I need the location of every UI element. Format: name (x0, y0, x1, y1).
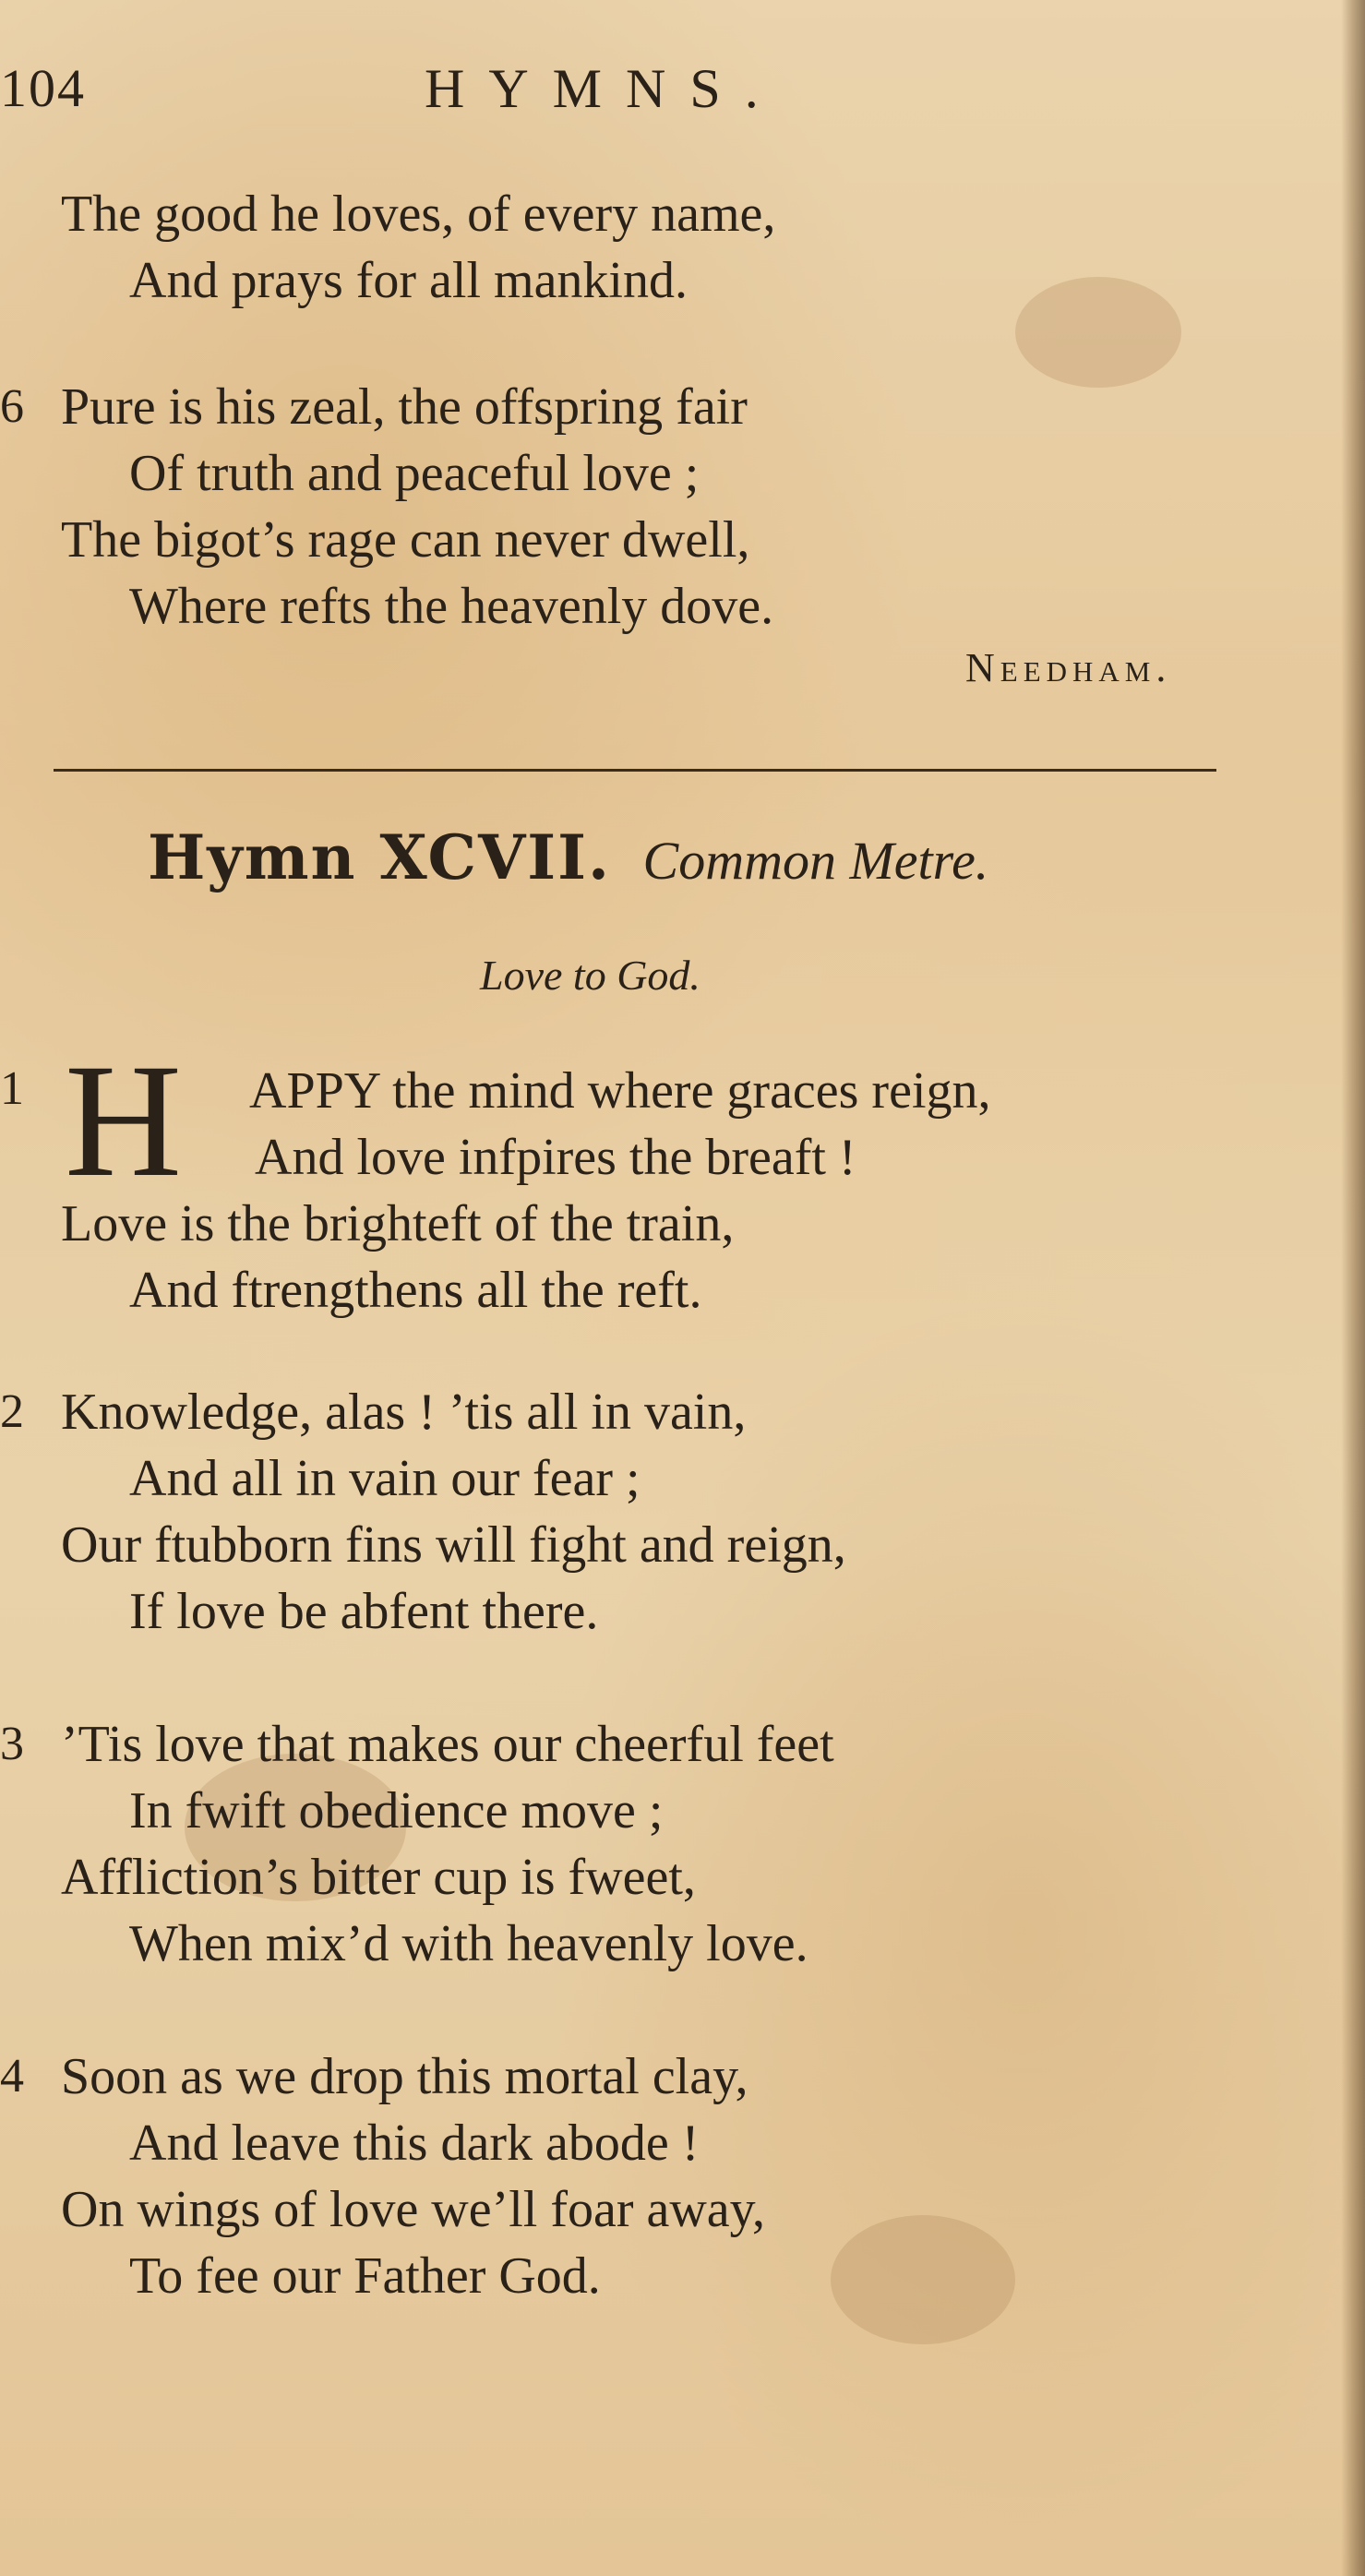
hymn-subtitle: Love to God. (480, 952, 700, 999)
verse-line: If love be abfent there. (129, 1583, 599, 1640)
section-divider (54, 769, 1216, 772)
verse-line: Where refts the heavenly dove. (129, 578, 774, 635)
stanza-number: 6 (0, 380, 24, 433)
verse-line (0, 1379, 1329, 1445)
continued-stanza (0, 181, 1329, 314)
stanza-1 (0, 1031, 1329, 1324)
running-head: HYMNS. (425, 58, 783, 119)
verse-line: The good he loves, of every name, (61, 186, 776, 243)
verse-line: And all in vain our fear ; (129, 1450, 641, 1507)
verse-line: To fee our Father God. (129, 2247, 601, 2305)
stanza-number: 1 (0, 1062, 24, 1115)
verse-line: When mix’d with heavenly love. (129, 1915, 808, 1972)
stanza-6 (0, 374, 1329, 640)
hymn-metre: Common Metre. (642, 831, 989, 891)
verse-line: The bigot’s rage can never dwell, (61, 511, 750, 569)
verse-line (0, 2043, 1329, 2110)
verse-line: And leave this dark abode ! (129, 2115, 700, 2172)
hymn-label: Hymn XCVII. (148, 821, 612, 893)
stanza-2 (0, 1379, 1329, 1645)
verse-line: Love is the brighteft of the train, (61, 1195, 735, 1252)
verse-text: Soon as we drop this mortal clay, (61, 2048, 748, 2105)
stanza-number: 2 (0, 1385, 24, 1438)
page-spine-shadow (1341, 0, 1365, 2576)
verse-text: ’Tis love that makes our cheerful feet (61, 1716, 834, 1773)
stanza-3 (0, 1711, 1329, 1977)
stanza-4 (0, 2043, 1329, 2309)
verse-line: And prays for all mankind. (129, 252, 688, 309)
verse-line (0, 1711, 1329, 1778)
verse-text: Pure is his zeal, the offspring fair (61, 378, 748, 436)
page-header (0, 57, 1365, 122)
stanza-number: 4 (0, 2050, 24, 2103)
verse-line: Of truth and peaceful love ; (129, 445, 700, 502)
verse-line (0, 374, 1329, 440)
verse-text: Knowledge, alas ! ’tis all in vain, (61, 1384, 747, 1441)
verse-line: Affliction’s bitter cup is fweet, (61, 1849, 696, 1906)
verse-line: And ftrengthens all the reft. (129, 1262, 702, 1319)
verse-line: On wings of love we’ll foar away, (61, 2181, 766, 2238)
author-attribution: Needham. (965, 645, 1172, 690)
page-number: 104 (0, 58, 86, 118)
verse-line: And love infpires the breaft ! (255, 1129, 856, 1186)
verse-line: APPY the mind where graces reign, (249, 1062, 991, 1120)
verse-line: Our ftubborn fins will fight and reign, (61, 1516, 846, 1574)
verse-line: In fwift obedience move ; (129, 1782, 664, 1839)
stanza-number: 3 (0, 1718, 24, 1770)
hymn-title (148, 821, 988, 894)
drop-cap: H (65, 1031, 183, 1211)
